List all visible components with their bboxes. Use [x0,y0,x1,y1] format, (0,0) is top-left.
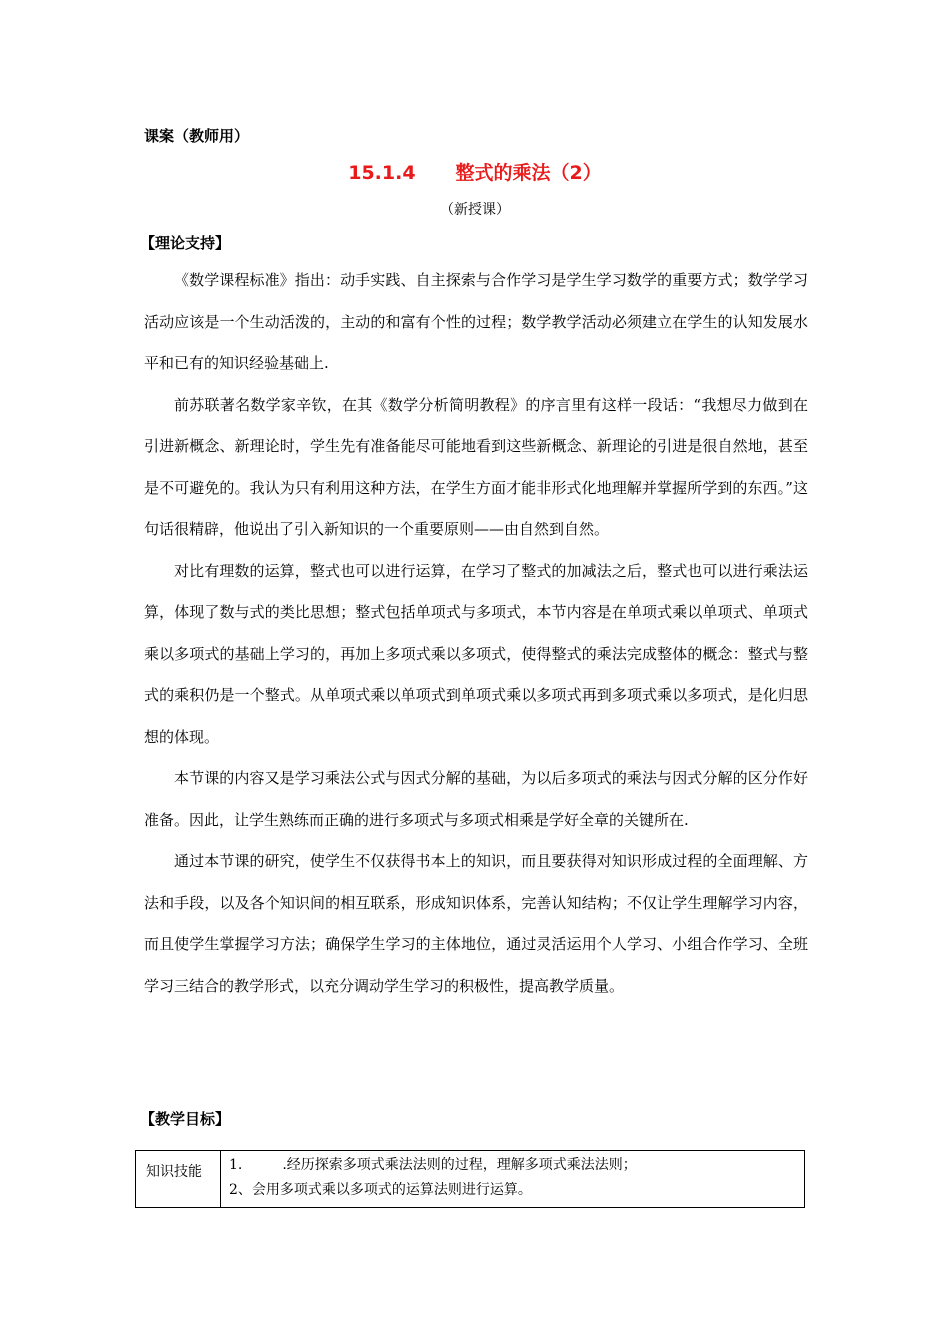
goal-item-2: 2、会用多项式乘以多项式的运算法则进行运算。 [229,1182,532,1198]
goals-table [135,1150,805,1208]
goals-row-content [221,1151,805,1208]
goal-item-1 [229,1153,804,1178]
goals-row-label: 知识技能 [136,1151,221,1208]
lesson-title-text: 整式的乘法（2） [455,162,602,184]
goal-item-1-number: 1. [229,1157,243,1173]
lesson-number: 15.1.4 [348,162,416,184]
goal-item-1-text: .经历探索多项式乘法法则的过程，理解多项式乘法法则； [282,1157,637,1173]
theory-paragraph: 通过本节课的研究，使学生不仅获得书本上的知识，而且要获得对知识形成过程的全面理解、方法和手段，以及各个知识间的相互联系，形成知识体系，完善认知结构；不仅让学生理解学习内容，而且使学生掌握学习方法；确保学生学习的主体地位，通过灵活运用个人学习、小组合作学习、全班学习三结合的教学形式，以充分调动学生学习的积极性，提高教学质量。 [144,852,808,995]
theory-heading: 【理论支持】 [140,234,231,252]
goals-heading: 【教学目标】 [140,1110,231,1128]
theory-paragraph: 本节课的内容又是学习乘法公式与因式分解的基础，为以后多项式的乘法与因式分解的区分作好准备。因此，让学生熟练而正确的进行多项式与多项式相乘是学好全章的关键所在. [144,769,808,829]
table-row [136,1151,805,1208]
theory-paragraph: 前苏联著名数学家辛钦，在其《数学分析简明教程》的序言里有这样一段话：“我想尽力做到在引进新概念、新理论时，学生先有准备能尽可能地看到这些新概念、新理论的引进是很自然地，甚至是不可避免的。我认为只有利用这种方法，在学生方面才能非形式化地理解并掌握所学到的东西。”这句话很精辟，他说出了引入新知识的一个重要原则——由自然到自然。 [144,395,808,538]
lesson-title [0,160,950,186]
doc-type-label: 课案（教师用） [144,127,250,145]
theory-body [144,260,808,1007]
theory-paragraph: 对比有理数的运算，整式也可以进行运算，在学习了整式的加减法之后，整式也可以进行乘法运算，体现了数与式的类比思想；整式包括单项式与多项式，本节内容是在单项式乘以单项式、单项式乘以多项式的基础上学习的，再加上多项式乘以多项式，使得整式的乘法完成整体的概念：整式与整式的乘积仍是一个整式。从单项式乘以单项式到单项式乘以多项式再到多项式乘以多项式，是化归思想的体现。 [144,561,808,746]
lesson-subtitle: （新授课） [440,202,510,218]
theory-paragraph: 《数学课程标准》指出：动手实践、自主探索与合作学习是学生学习数学的重要方式；数学学习活动应该是一个生动活泼的，主动的和富有个性的过程；数学教学活动必须建立在学生的认知发展水平和已有的知识经验基础上. [144,271,808,372]
